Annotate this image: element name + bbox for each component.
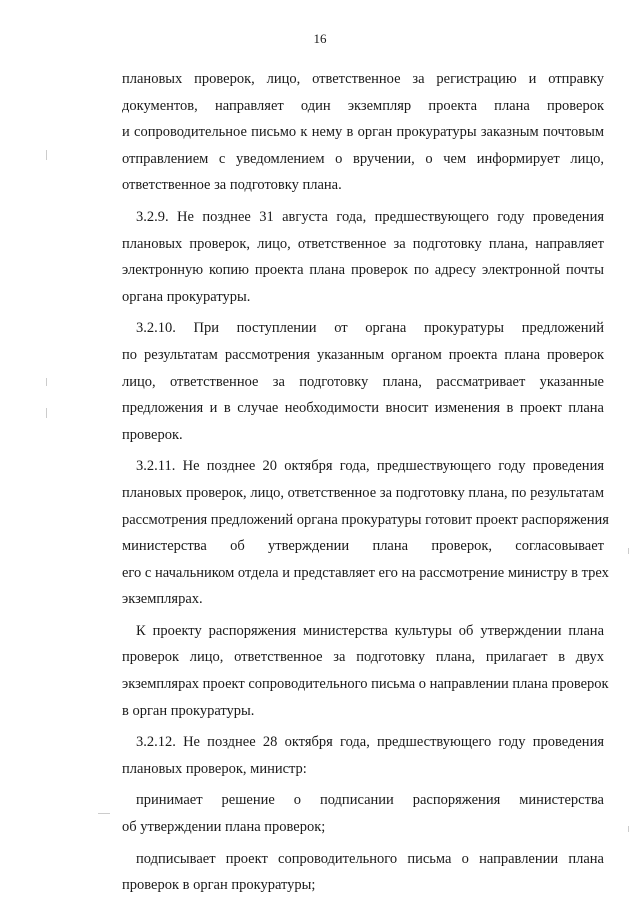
scan-artifact: [628, 826, 629, 832]
document-body: [122, 66, 609, 904]
text-line: в орган прокуратуры.: [122, 702, 255, 719]
text-line: его с начальником отдела и представляет его на рассмотрение министру в трех: [122, 564, 609, 581]
scan-artifact: [628, 548, 629, 554]
text-line: министерства об утверждении плана проверок, согласовывает: [122, 538, 604, 555]
text-line: по результатам рассмотрения указанным органом проекта плана проверок: [122, 346, 604, 363]
text-line: плановых проверок, лицо, ответственное за подготовку плана, по результатам: [122, 484, 604, 501]
text-line: принимает решение о подписании распоряжения министерства: [136, 792, 604, 809]
paragraph-1: [122, 66, 604, 199]
text-line: проверок в орган прокуратуры;: [122, 877, 316, 894]
paragraph-3-2-11: [122, 453, 609, 613]
text-line: отправлением с уведомлением о вручении, о чем информирует лицо,: [122, 150, 604, 167]
text-line: К проекту распоряжения министерства культуры об утверждении плана: [136, 622, 604, 639]
scan-artifact: [46, 150, 47, 160]
text-line: плановых проверок, министр:: [122, 760, 307, 777]
text-line: 3.2.11. Не позднее 20 октября года, предшествующего году проведения: [136, 458, 604, 475]
text-line: об утверждении плана проверок;: [122, 819, 326, 836]
text-line: экземплярах проект сопроводительного письма о направлении плана проверок: [122, 676, 609, 693]
text-line: электронную копию проекта плана проверок по адресу электронной почты: [122, 262, 604, 279]
text-line: рассмотрения предложений органа прокуратуры готовит проект распоряжения: [122, 511, 609, 528]
text-line: лицо, ответственное за подготовку плана, рассматривает указанные: [122, 373, 604, 390]
scan-artifact: [46, 408, 47, 418]
paragraph-attachment: [122, 618, 609, 724]
text-line: 3.2.9. Не позднее 31 августа года, предшествующего году проведения: [136, 208, 604, 225]
text-line: подписывает проект сопроводительного письма о направлении плана: [136, 850, 604, 867]
text-line: плановых проверок, лицо, ответственное за регистрацию и отправку: [122, 71, 604, 87]
text-line: 3.2.10. При поступлении от органа прокуратуры предложений: [136, 320, 604, 337]
paragraph-signing: [122, 846, 604, 899]
paragraph-3-2-12: [122, 729, 604, 782]
text-line: органа прокуратуры.: [122, 288, 251, 305]
page-number: 16: [313, 31, 327, 46]
text-line: ответственное за подготовку плана.: [122, 177, 342, 194]
scan-artifact: [98, 813, 110, 814]
paragraph-decision: [122, 787, 604, 840]
text-line: документов, направляет один экземпляр проекта плана проверок: [122, 97, 604, 114]
text-line: проверок.: [122, 426, 183, 443]
text-line: 3.2.12. Не позднее 28 октября года, предшествующего году проведения: [136, 734, 604, 751]
text-line: проверок лицо, ответственное за подготовку плана, прилагает в двух: [122, 649, 604, 666]
scan-artifact: [46, 378, 47, 386]
text-line: и сопроводительное письмо к нему в орган прокуратуры заказным почтовым: [122, 124, 604, 141]
paragraph-3-2-9: [122, 204, 604, 310]
text-line: предложения и в случае необходимости вносит изменения в проект плана: [122, 400, 604, 417]
paragraph-3-2-10: [122, 315, 604, 448]
text-line: плановых проверок, лицо, ответственное за подготовку плана, направляет: [122, 235, 604, 252]
text-line: экземплярах.: [122, 591, 203, 608]
